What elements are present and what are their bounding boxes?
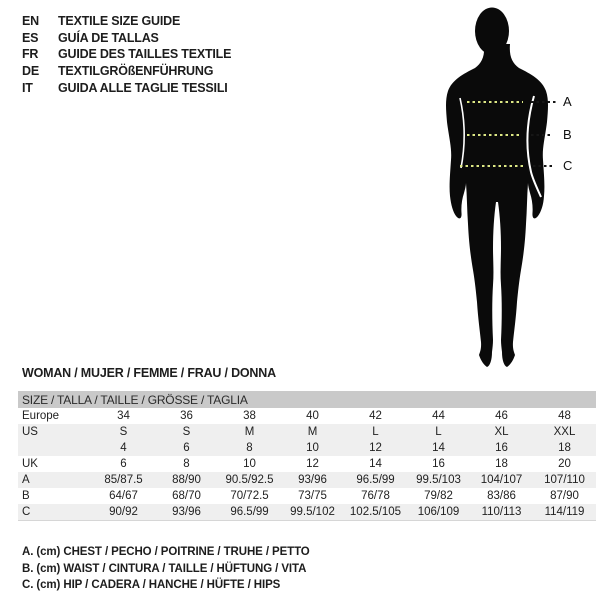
cell: 99.5/103 — [416, 474, 461, 486]
language-label: GUÍA DE TALLAS — [58, 30, 159, 45]
cell: 90/92 — [109, 506, 138, 518]
cell: 16 — [432, 458, 445, 470]
cell: 96.5/99 — [230, 506, 269, 518]
cell: 12 — [306, 458, 319, 470]
cell: 96.5/99 — [356, 474, 395, 486]
cell: 68/70 — [172, 490, 201, 502]
cell: 4 — [120, 442, 127, 454]
legend-line-chest: A. (cm) CHEST / PECHO / POITRINE / TRUHE / PETTO — [22, 546, 310, 558]
table-row-chest — [18, 472, 596, 488]
cell: 114/119 — [544, 506, 585, 518]
cell: 85/87.5 — [104, 474, 143, 486]
table-row-hip — [18, 504, 596, 521]
cell: 18 — [495, 458, 508, 470]
cell: 107/110 — [544, 474, 585, 486]
cell: 16 — [495, 442, 508, 454]
size-table — [18, 391, 596, 521]
legend-line-waist: B. (cm) WAIST / CINTURA / TAILLE / HÜFTUNG / VITA — [22, 562, 307, 575]
cell: 12 — [369, 442, 382, 454]
cell: 104/107 — [480, 474, 523, 486]
cell: 40 — [306, 410, 319, 422]
row-label: US — [22, 426, 38, 438]
language-row-fr — [22, 46, 231, 63]
language-row-de — [22, 63, 231, 80]
cell: 93/96 — [298, 474, 327, 486]
cell: L — [435, 426, 442, 438]
cell: 18 — [558, 442, 571, 454]
cell: 73/75 — [298, 490, 327, 502]
marker-label-b: B — [563, 127, 572, 142]
cell: 8 — [183, 458, 190, 470]
cell: 88/90 — [172, 474, 201, 486]
cell: 83/86 — [487, 490, 516, 502]
hip-measure-line-leader — [533, 165, 554, 167]
cell: 42 — [369, 410, 382, 422]
cell: XXL — [553, 426, 576, 438]
cell: 70/72.5 — [230, 490, 269, 502]
woman-silhouette-figure — [430, 0, 600, 380]
cell: 110/113 — [481, 506, 522, 518]
language-row-es — [22, 30, 231, 47]
row-label: C — [22, 506, 31, 518]
legend-line-hip: C. (cm) HIP / CADERA / HANCHE / HÜFTE / HIPS — [22, 579, 281, 591]
table-row-europe — [18, 408, 596, 424]
cell: 20 — [558, 458, 571, 470]
cell: 34 — [117, 410, 130, 422]
cell: 93/96 — [172, 506, 201, 518]
marker-label-a: A — [563, 94, 572, 109]
language-row-it — [22, 79, 231, 96]
cell: XL — [494, 426, 509, 438]
cell: 46 — [495, 410, 508, 422]
cell: 44 — [432, 410, 445, 422]
hip-measure-line-on-body — [460, 165, 526, 167]
language-label: GUIDA ALLE TAGLIE TESSILI — [58, 80, 228, 95]
marker-label-c: C — [563, 158, 573, 173]
waist-measure-line-leader — [531, 134, 553, 136]
row-label — [18, 440, 92, 456]
cell: 14 — [369, 458, 382, 470]
row-label: A — [22, 474, 30, 486]
table-row-us-letters — [18, 424, 596, 440]
language-code: IT — [22, 80, 33, 95]
cell: 10 — [306, 442, 319, 454]
language-row-en — [22, 13, 231, 30]
cell: 106/109 — [417, 506, 460, 518]
chest-measure-line-on-body — [467, 101, 523, 103]
cell: M — [244, 426, 255, 438]
row-label: Europe — [22, 410, 60, 422]
language-label: TEXTILGRÖßENFÜHRUNG — [58, 64, 214, 79]
cell: 90.5/92.5 — [225, 474, 274, 486]
cell: 8 — [246, 442, 253, 454]
language-code: DE — [22, 64, 39, 79]
language-code: ES — [22, 30, 39, 45]
language-label: GUIDE DES TAILLES TEXTILE — [58, 47, 232, 62]
language-code: EN — [22, 14, 39, 29]
cell: 79/82 — [424, 490, 453, 502]
table-header-row — [18, 391, 596, 408]
section-title: WOMAN / MUJER / FEMME / FRAU / DONNA — [22, 366, 276, 380]
cell: 64/67 — [109, 490, 138, 502]
cell: 87/90 — [550, 490, 579, 502]
cell: 36 — [180, 410, 193, 422]
language-code: FR — [22, 47, 39, 62]
woman-silhouette-icon — [430, 0, 600, 380]
cell: 99.5/102 — [290, 506, 335, 518]
cell: 6 — [120, 458, 127, 470]
waist-measure-line-on-body — [467, 134, 520, 136]
chest-measure-line-leader — [531, 101, 557, 103]
table-row-us-numbers — [18, 440, 596, 456]
table-header: SIZE / TALLA / TAILLE / GRÖSSE / TAGLIA — [18, 391, 596, 408]
table-row-waist — [18, 488, 596, 504]
cell: 14 — [432, 442, 445, 454]
row-label: UK — [22, 458, 38, 470]
cell: 6 — [183, 442, 190, 454]
cell: L — [372, 426, 379, 438]
cell: 48 — [558, 410, 571, 422]
table-row-uk — [18, 456, 596, 472]
cell: 10 — [243, 458, 256, 470]
cell: 38 — [243, 410, 256, 422]
cell: S — [182, 426, 191, 438]
cell: S — [119, 426, 128, 438]
cell: 102.5/105 — [349, 506, 402, 518]
cell: M — [307, 426, 318, 438]
language-list — [22, 13, 231, 96]
cell: 76/78 — [361, 490, 390, 502]
language-label: TEXTILE SIZE GUIDE — [58, 14, 181, 29]
row-label: B — [22, 490, 30, 502]
measurement-legend — [22, 544, 310, 594]
